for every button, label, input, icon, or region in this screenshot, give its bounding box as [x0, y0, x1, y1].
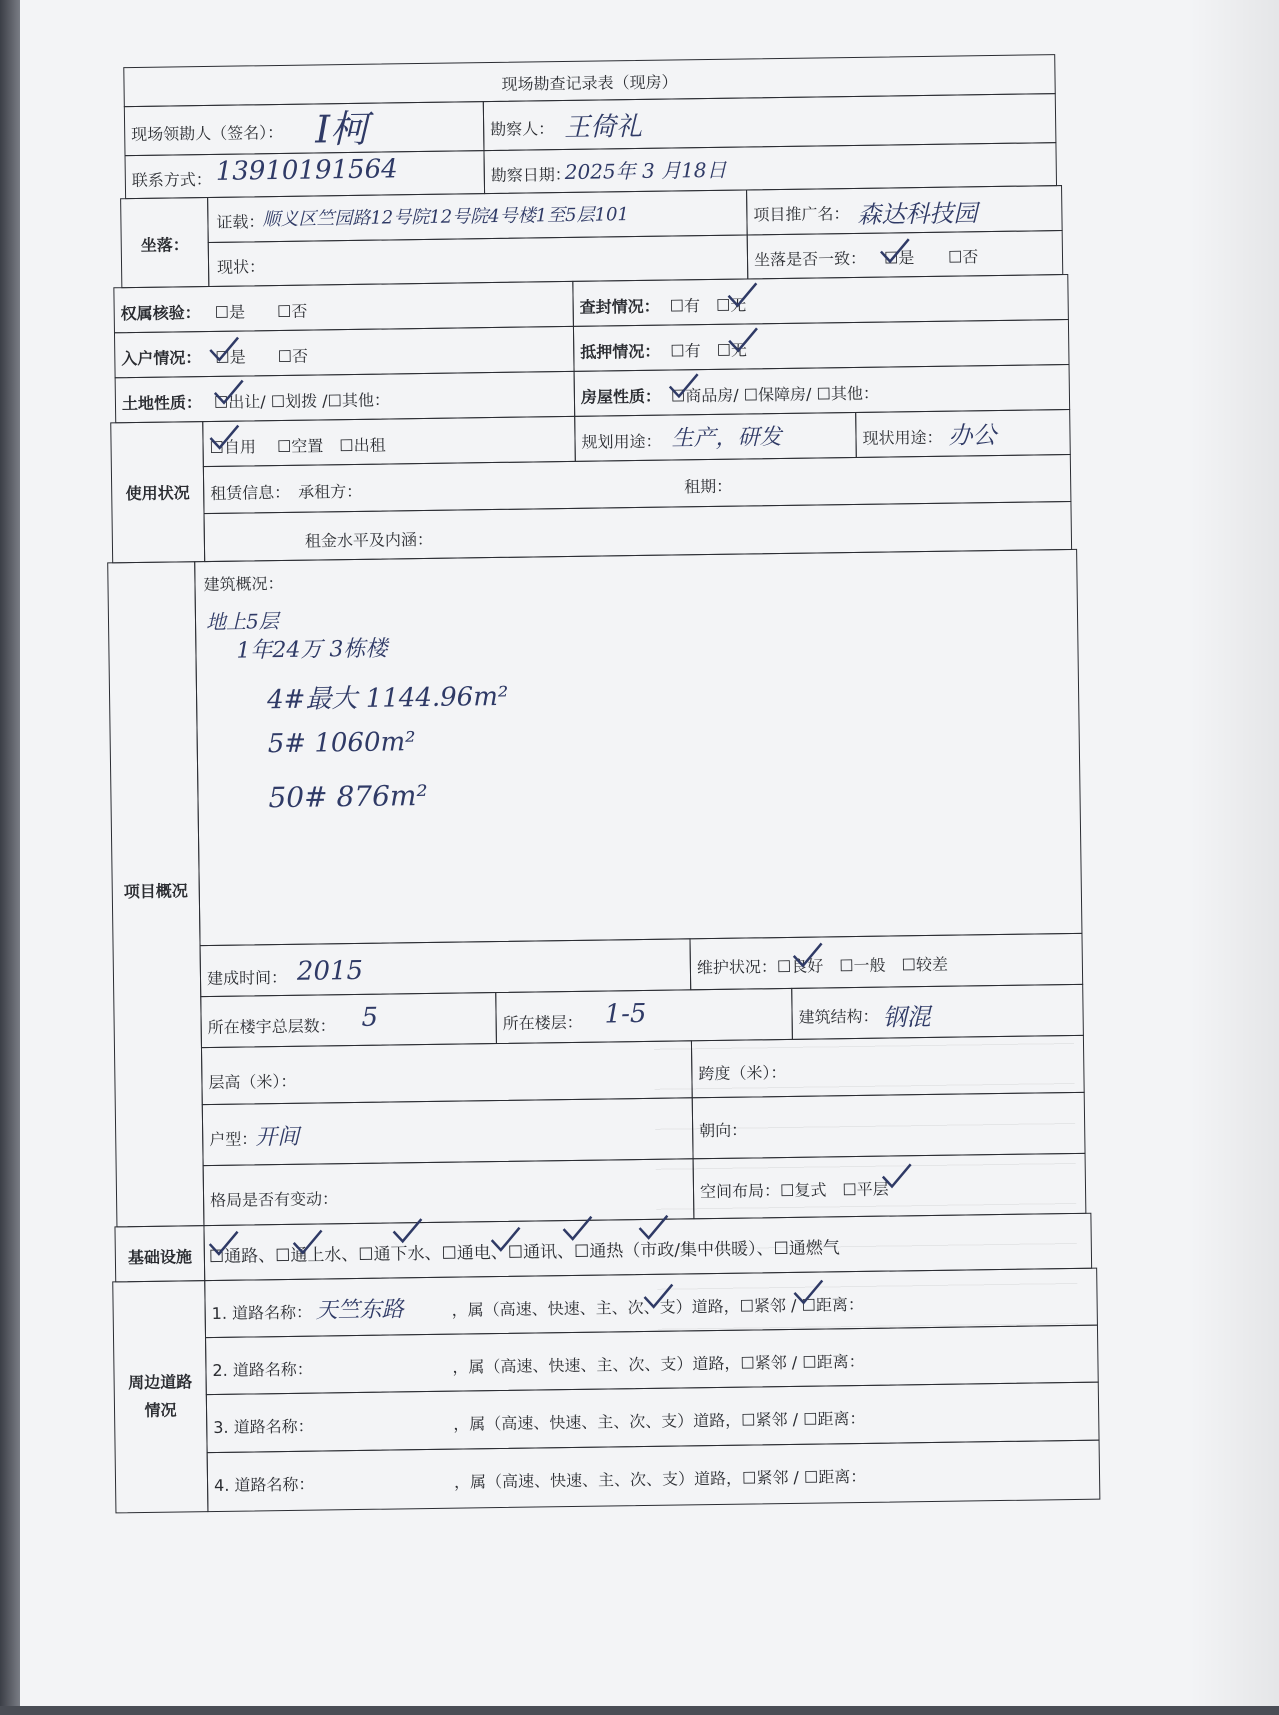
total-floors-value: 5 [361, 1002, 379, 1033]
check-mark-icon [560, 1215, 594, 1243]
consistent-label: 坐落是否一致： [753, 248, 867, 270]
ownership-opts: ☐是 ☐否 [214, 301, 308, 322]
note-line-5: 50# 876m² [268, 778, 428, 815]
roads-label-cell [112, 1280, 208, 1513]
space-layout-cell [693, 1153, 1087, 1219]
usage-opts-cell [202, 416, 576, 467]
location-label: 坐落： [140, 235, 189, 255]
road-class-text: ，属（高速、快速、主、次、支）道路，☐紧邻 / ☐距离： [453, 1466, 867, 1492]
floor-label: 所在楼层： [502, 1012, 583, 1033]
maintenance-opts: 维护状况：☐良好 ☐一般 ☐较差 [696, 954, 949, 978]
road-name-label: 2. 道路名称： [212, 1359, 313, 1381]
road-name-label: 4. 道路名称： [213, 1474, 315, 1496]
contact-cell [125, 150, 486, 199]
check-mark-icon [207, 336, 241, 364]
space-layout-opts: 空间布局：☐复式 ☐平层 [699, 1179, 889, 1202]
lead-signature: Ⅰ柯 [314, 106, 369, 152]
location-label-cell [120, 197, 209, 288]
built-value: 2015 [296, 955, 364, 987]
land-cell [115, 371, 576, 423]
consistent-no: ☐否 [947, 247, 979, 267]
form-title: 现场勘查记录表（现房） [501, 72, 678, 94]
unit-type-label: 户型： [209, 1129, 258, 1150]
contact-label: 联系方式： [131, 169, 213, 191]
mortgage-cell [573, 319, 1070, 372]
orientation-cell [692, 1092, 1086, 1159]
project-name-cell [746, 185, 1063, 235]
current-use-cell [855, 409, 1071, 458]
note-line-1: 地上5层 [205, 609, 279, 635]
usage-label-cell [110, 421, 205, 563]
check-mark-icon [725, 281, 759, 309]
ownership-cell [113, 281, 574, 333]
span-cell [691, 1035, 1085, 1098]
total-floors-label: 所在楼宇总层数： [207, 1016, 336, 1038]
check-mark-icon [880, 1162, 914, 1190]
seal-cell [572, 274, 1069, 327]
seal-label: 查封情况： [579, 296, 660, 317]
unit-type-cell [202, 1097, 694, 1166]
check-mark-icon [207, 1230, 241, 1258]
structure-cell [791, 984, 1084, 1040]
road-name-value: 天竺东路 [315, 1297, 404, 1324]
date-label: 勘察日期： [490, 164, 571, 186]
project-name-value: 森达科技园 [857, 199, 978, 229]
unit-type-value: 开间 [255, 1124, 300, 1151]
infra-label-cell [114, 1225, 205, 1282]
lease-label: 租赁信息： 承租方： [210, 481, 363, 503]
infra-opts: ☐通路、☐通上水、☐通下水、☐通电、☐通讯、☐通热（市政/集中供暖）、☐通燃气 [208, 1238, 840, 1268]
check-mark-icon [291, 1228, 325, 1256]
span-label: 跨度（米）： [698, 1062, 787, 1084]
check-mark-icon [641, 1283, 675, 1311]
house-cell [574, 364, 1071, 417]
check-mark-icon [726, 326, 760, 354]
current-use-label: 现状用途： [862, 427, 943, 448]
planned-cell [574, 412, 857, 462]
planned-label: 规划用途： [581, 431, 662, 452]
entry-label: 入户情况： [121, 348, 202, 369]
road-class-text: ，属（高速、快速、主、次、支）道路，☐紧邻 / ☐距离： [451, 1294, 865, 1320]
building-overview-cell [194, 549, 1082, 946]
infra-label: 基础设施 [127, 1247, 193, 1268]
ownership-label: 权属核验： [120, 303, 201, 324]
layout-change-cell [203, 1158, 695, 1226]
height-label: 层高（米）： [208, 1071, 297, 1093]
contact-value: 13910191564 [215, 154, 398, 187]
mortgage-label: 抵押情况： [580, 341, 661, 362]
house-label: 房屋性质： [580, 386, 662, 407]
project-name-label: 项目推广名： [753, 204, 850, 225]
check-mark-icon [878, 237, 912, 265]
land-label: 土地性质： [121, 393, 203, 414]
land-opts: ☐出让/ ☐划拨 /☐其他： [213, 390, 391, 412]
rent-label: 租金水平及内涵： [304, 529, 434, 551]
consistent-yes: ☐是 [883, 248, 915, 268]
check-mark-icon [212, 378, 246, 406]
maintenance-cell [689, 933, 1083, 990]
built-cell [200, 938, 692, 997]
road-name-label: 1. 道路名称： [211, 1302, 313, 1324]
layout-change-label: 格局是否有变动： [209, 1189, 339, 1211]
note-line-2: 1年24万 3栋楼 [236, 636, 388, 664]
usage-opts: ☐自用 ☐空置 ☐出租 [209, 435, 386, 457]
check-mark-icon [488, 1226, 522, 1254]
entry-opts: ☐是 ☐否 [215, 346, 309, 367]
date-value: 2025年 3 月18日 [564, 157, 727, 184]
inspector-value: 王倚礼 [563, 111, 643, 143]
lead-cell [124, 101, 485, 156]
check-mark-icon [791, 1278, 825, 1306]
built-label: 建成时间： [206, 967, 288, 989]
overview-label-cell [107, 561, 204, 1227]
cert-value: 顺义区竺园路12号院12号院4号楼1至5层101 [262, 204, 630, 231]
check-mark-icon [667, 372, 701, 400]
orientation-label: 朝向： [699, 1120, 748, 1141]
note-line-3: 4#最大 1144.96m² [266, 681, 509, 716]
check-mark-icon [390, 1217, 424, 1245]
house-opts: ☐商品房/ ☐保障房/ ☐其他： [670, 383, 880, 406]
structure-value: 钢混 [882, 1002, 931, 1032]
total-floors-cell [200, 992, 497, 1048]
cert-label: 证载： [216, 212, 265, 232]
entry-cell [114, 326, 575, 378]
road-name-label: 3. 道路名称： [213, 1416, 314, 1438]
lead-label: 现场领勘人（签名）： [131, 122, 284, 145]
note-line-4: 5# 1060m² [267, 727, 416, 760]
structure-label: 建筑结构： [798, 1006, 879, 1027]
planned-value: 生产，研发 [671, 424, 782, 452]
check-mark-icon [791, 941, 825, 969]
lease-period-label: 租期： [684, 476, 733, 497]
check-mark-icon [207, 424, 241, 452]
floor-cell [495, 988, 793, 1044]
road-class-text: ，属（高速、快速、主、次、支）道路，☐紧邻 / ☐距离： [452, 1351, 865, 1377]
inspector-label: 勘察人： [490, 119, 555, 140]
height-cell [201, 1040, 693, 1105]
roads-label-line-1: 周边道路 [127, 1372, 193, 1393]
road-row [207, 1440, 1101, 1512]
status-label: 现状： [216, 257, 266, 277]
usage-label: 使用状况 [125, 483, 190, 504]
seal-opts: ☐有 ☐无 [669, 295, 747, 316]
consistent-cell [747, 230, 1064, 279]
overview-label: 项目概况 [123, 881, 188, 902]
road-class-text: ，属（高速、快速、主、次、支）道路，☐紧邻 / ☐距离： [453, 1408, 866, 1434]
floor-value: 1-5 [604, 998, 647, 1030]
check-mark-icon [636, 1214, 670, 1242]
roads-label-line-2: 情况 [144, 1400, 177, 1420]
mortgage-opts: ☐有 ☐无 [670, 340, 748, 361]
building-label: 建筑概况： [203, 573, 284, 595]
current-use-value: 办公 [948, 420, 997, 450]
